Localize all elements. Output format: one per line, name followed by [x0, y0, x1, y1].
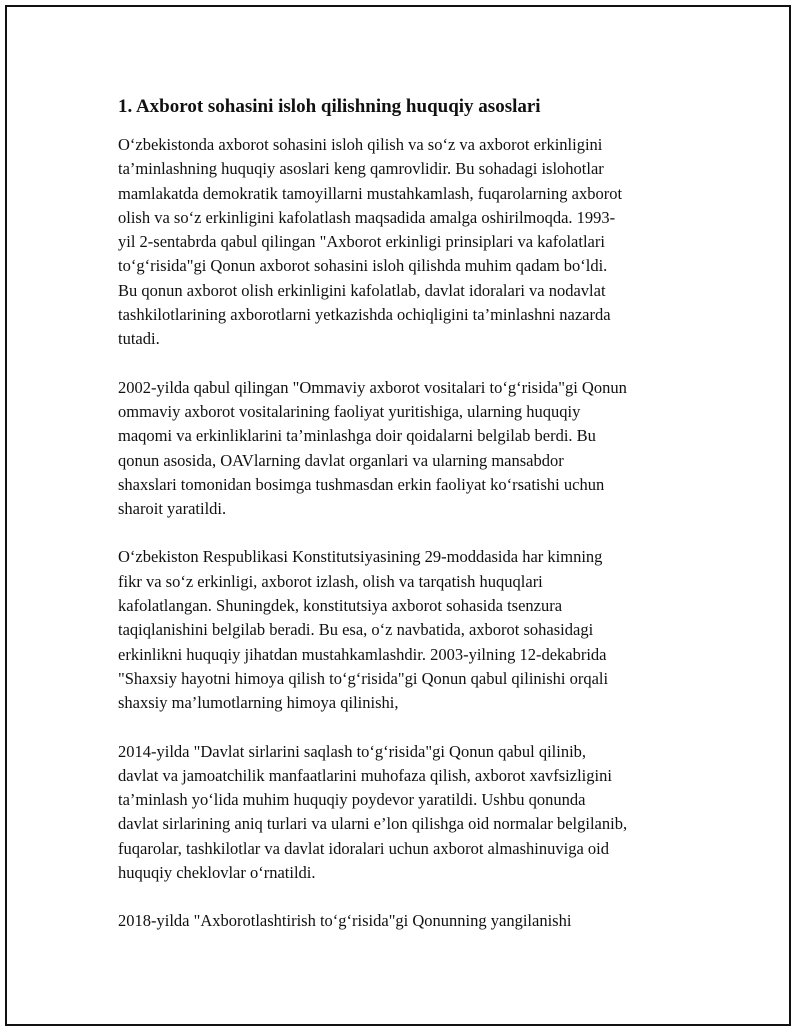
paragraph-line: ommaviy axborot vositalarining faoliyat yuritishiga, ularning huquqiy — [118, 401, 581, 421]
paragraph-line: 2014-yilda "Davlat sirlarini saqlash to‘g‘risida"gi Qonun qabul qilinib, — [118, 741, 587, 761]
paragraph-line: tutadi. — [118, 329, 160, 349]
paragraph-5 — [118, 909, 698, 933]
paragraph-line: mamlakatda demokratik tamoyillarni mustahkamlash, fuqarolarning axborot — [118, 183, 623, 203]
paragraph-line: qonun asosida, OAVlarning davlat organlari va ularning mansabdor — [118, 450, 564, 470]
paragraph-line: kafolatlangan. Shuningdek, konstitutsiya axborot sohasida tsenzura — [118, 596, 563, 616]
paragraph-line: erkinlikni huquqiy jihatdan mustahkamlashdir. 2003-yilning 12-dekabrida — [118, 644, 607, 664]
document-body — [118, 95, 698, 958]
paragraph-line: fikr va so‘z erkinligi, axborot izlash, olish va tarqatish huquqlari — [118, 571, 543, 591]
paragraph-line: ta’minlashning huquqiy asoslari keng qamrovlidir. Bu sohadagi islohotlar — [118, 159, 604, 179]
paragraph-line: olish va so‘z erkinligini kafolatlash maqsadida amalga oshirilmoqda. 1993- — [118, 207, 616, 227]
paragraph-line: taqiqlanishini belgilab beradi. Bu esa, o‘z navbatida, axborot sohasidagi — [118, 620, 594, 640]
paragraph-line: 2018-yilda "Axborotlashtirish to‘g‘risida"gi Qonunning yangilanishi — [118, 911, 572, 931]
paragraph-line: ta’minlash yo‘lida muhim huquqiy poydevor yaratildi. Ushbu qonunda — [118, 790, 586, 810]
paragraph-line: O‘zbekistonda axborot sohasini isloh qilish va so‘z va axborot erkinligini — [118, 135, 603, 154]
paragraph-line: Bu qonun axborot olish erkinligini kafolatlab, davlat idoralari va nodavlat — [118, 280, 606, 300]
paragraph-line: to‘g‘risida"gi Qonun axborot sohasini isloh qilishda muhim qadam bo‘ldi. — [118, 256, 608, 276]
paragraph-line: yil 2-sentabrda qabul qilingan "Axborot erkinligi prinsiplari va kafolatlari — [118, 232, 605, 252]
paragraph-line: shaxsiy ma’lumotlarning himoya qilinishi, — [118, 693, 399, 713]
paragraph-line: fuqarolar, tashkilotlar va davlat idoralari uchun axborot almashinuviga oid — [118, 838, 609, 858]
paragraph-line: tashkilotlarining axborotlarni yetkazishda ochiqligini ta’minlashni nazarda — [118, 305, 611, 325]
paragraph-line: O‘zbekiston Respublikasi Konstitutsiyasining 29-moddasida har kimning — [118, 547, 603, 567]
paragraph-line: huquqiy cheklovlar o‘rnatildi. — [118, 863, 316, 883]
paragraph-1 — [118, 133, 698, 352]
paragraph-4 — [118, 740, 698, 886]
paragraph-line: davlat va jamoatchilik manfaatlarini muhofaza qilish, axborot xavfsizligini — [118, 765, 612, 785]
paragraph-line: sharoit yaratildi. — [118, 499, 227, 519]
paragraph-line: davlat sirlarining aniq turlari va ularni e’lon qilishga oid normalar belgilanib, — [118, 814, 628, 834]
paragraph-2 — [118, 376, 698, 522]
paragraph-line: maqomi va erkinliklarini ta’minlashga doir qoidalarni belgilab berdi. Bu — [118, 426, 596, 446]
paragraph-3 — [118, 545, 698, 715]
paragraph-line: 2002-yilda qabul qilingan "Ommaviy axborot vositalari to‘g‘risida"gi Qonun — [118, 377, 627, 397]
section-heading: 1. Axborot sohasini isloh qilishning huquqiy asoslari — [118, 96, 541, 117]
paragraph-line: "Shaxsiy hayotni himoya qilish to‘g‘risida"gi Qonun qabul qilinishi orqali — [118, 668, 609, 688]
paragraph-line: shaxslari tomonidan bosimga tushmasdan erkin faoliyat ko‘rsatishi uchun — [118, 474, 605, 494]
